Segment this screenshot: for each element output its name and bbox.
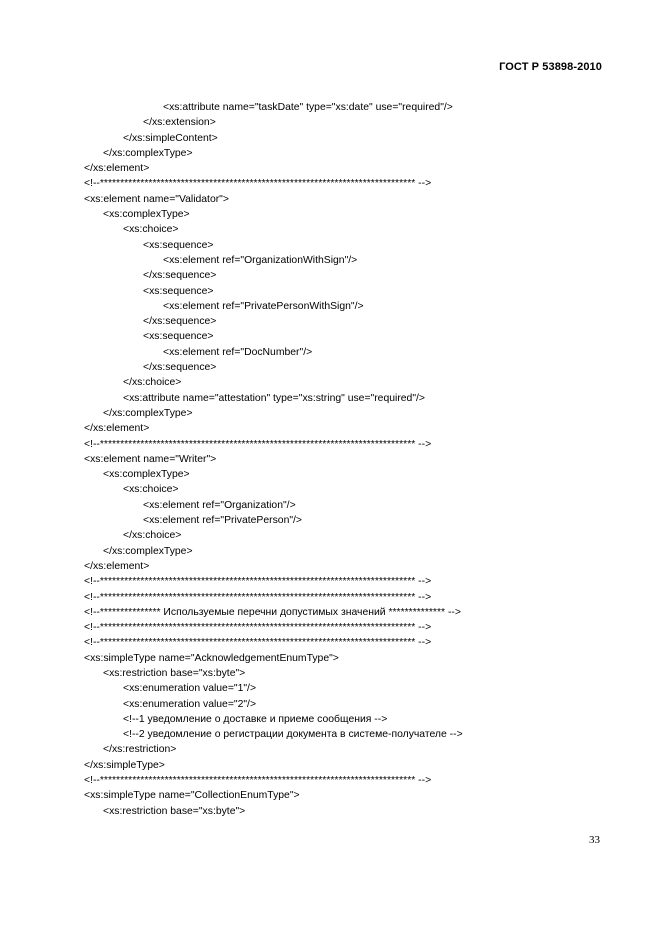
code-line: <xs:enumeration value="1"/> (123, 683, 257, 695)
code-line: <!--*************** Используемые перечни допустимых значений ************** --> (84, 606, 461, 618)
code-line: <!--****************************************************************************** --> (84, 622, 432, 634)
code-line: <xs:enumeration value="2"/> (123, 698, 257, 710)
code-line: </xs:complexType> (103, 407, 193, 419)
code-line: <xs:choice> (123, 484, 179, 496)
code-line: </xs:extension> (143, 117, 216, 129)
code-line: <!--****************************************************************************** --> (84, 591, 432, 603)
code-line: <xs:element ref="Organization"/> (143, 499, 296, 511)
code-line: </xs:simpleType> (84, 759, 165, 771)
code-line: </xs:sequence> (143, 316, 217, 328)
code-line: <!--****************************************************************************** --> (84, 438, 432, 450)
code-line: <xs:restriction base="xs:byte"> (103, 805, 246, 817)
page-number: 33 (589, 834, 600, 846)
code-line: <xs:attribute name="taskDate" type="xs:date" use="required"/> (163, 102, 453, 113)
code-line: <xs:element ref="DocNumber"/> (163, 346, 313, 358)
code-line: <xs:choice> (123, 224, 179, 236)
code-line: </xs:choice> (123, 377, 182, 389)
code-line: </xs:element> (84, 163, 150, 175)
code-line: <xs:element ref="PrivatePerson"/> (143, 515, 302, 527)
code-line: </xs:complexType> (103, 545, 193, 557)
code-line: </xs:simpleContent> (123, 132, 218, 144)
code-line: <xs:sequence> (143, 239, 214, 251)
code-line: <xs:restriction base="xs:byte"> (103, 667, 246, 679)
code-line: <xs:element name="Writer"> (84, 453, 217, 465)
code-line: <xs:sequence> (143, 285, 214, 297)
code-line: <!--1 уведомление о доставке и приеме сообщения --> (123, 713, 388, 725)
code-line: <!--****************************************************************************** --> (84, 775, 432, 787)
code-line: <!--****************************************************************************** --> (84, 637, 432, 649)
code-line: <!--****************************************************************************** --> (84, 178, 432, 190)
code-line: <xs:element name="Validator"> (84, 193, 229, 205)
code-line: </xs:element> (84, 423, 150, 435)
code-line: <xs:simpleType name="AcknowledgementEnumType"> (84, 652, 339, 664)
code-line: </xs:sequence> (143, 362, 217, 374)
code-line: </xs:restriction> (103, 744, 177, 756)
code-line: <!--****************************************************************************** --> (84, 576, 432, 588)
code-line: <xs:sequence> (143, 331, 214, 343)
code-line: <xs:complexType> (103, 469, 190, 481)
code-line: <xs:attribute name="attestation" type="xs:string" use="required"/> (123, 392, 425, 404)
code-line: <xs:element ref="OrganizationWithSign"/> (163, 254, 358, 266)
code-line: <xs:element ref="PrivatePersonWithSign"/> (163, 300, 364, 312)
code-line: </xs:choice> (123, 530, 182, 542)
code-line: <xs:simpleType name="CollectionEnumType"> (84, 790, 300, 802)
xml-schema-listing (84, 100, 604, 819)
code-line: <xs:complexType> (103, 209, 190, 221)
code-line: </xs:complexType> (103, 147, 193, 159)
code-line: </xs:sequence> (143, 270, 217, 282)
document-standard-header: ГОСТ Р 53898-2010 (499, 61, 602, 73)
code-line: </xs:element> (84, 560, 150, 572)
code-line: <!--2 уведомление о регистрации документа в системе-получателе --> (123, 729, 463, 741)
